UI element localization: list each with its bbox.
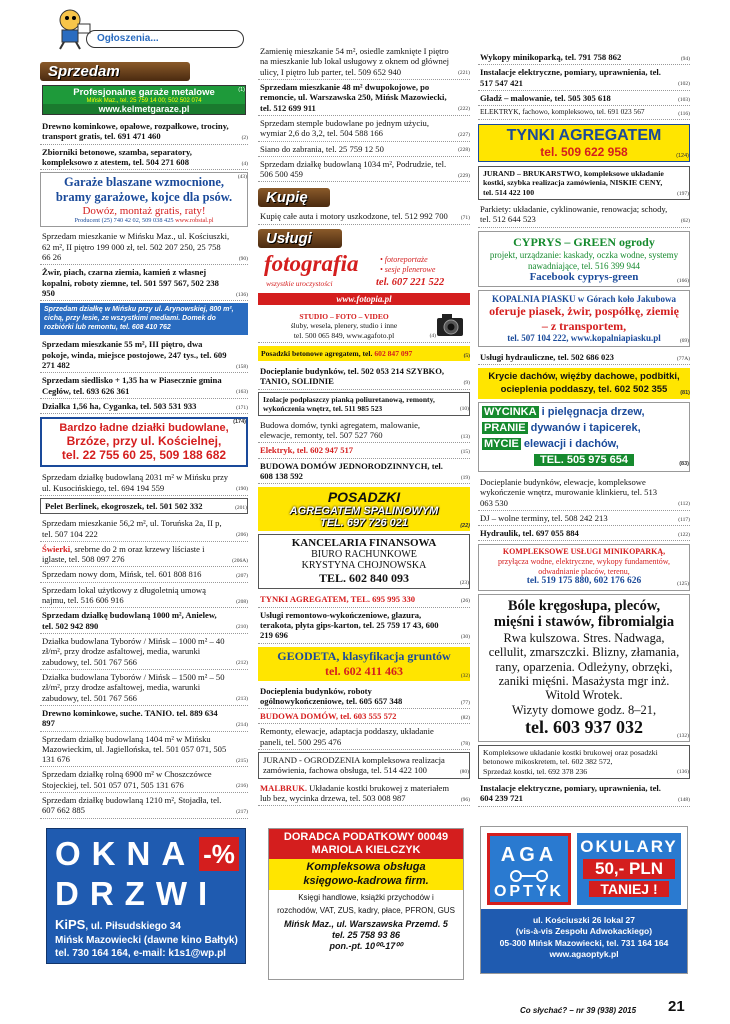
ad-number: (163) bbox=[236, 389, 248, 396]
ad-line: CYPRYS – GREEN ogrody bbox=[513, 234, 655, 249]
ad-dj bbox=[478, 511, 690, 526]
foto-title: fotografia bbox=[264, 250, 359, 276]
ad-zamienie bbox=[258, 44, 470, 80]
ad-line: ocieplenia poddaszy, tel. 602 502 355 bbox=[500, 383, 668, 395]
ad-number: (80) bbox=[459, 769, 469, 776]
ad-kostka bbox=[478, 745, 690, 779]
ad-elektryk bbox=[258, 443, 470, 458]
ad-keyword: MYCIE bbox=[484, 438, 519, 451]
doradca-slogan: Kompleksowa obsługa bbox=[306, 861, 426, 874]
ad-text: Sprzedam mieszkanie 48 m² dwupokojowe, po remoncie, ul. Warszawska 250, Mińsk Mazowiecki, tel. 512 699 911 bbox=[260, 81, 447, 113]
ad-number: (214) bbox=[236, 721, 248, 728]
foto-phone: tel. 607 221 522 bbox=[376, 276, 445, 288]
ad-hydraulik bbox=[478, 526, 690, 541]
studio-title: STUDIO – FOTO – VIDEO bbox=[299, 311, 389, 321]
okna-text: OKNA bbox=[55, 835, 197, 872]
ad-text: JURAND - OGRODZENIA kompleksowa realizacja zamówienia, fachowa obsługa, tel. 514 422 100 bbox=[263, 755, 445, 776]
ad-contact bbox=[41, 217, 247, 224]
ad-tyborow-1000 bbox=[40, 634, 248, 670]
page-number: 21 bbox=[668, 998, 685, 1015]
ad-cyprys bbox=[478, 231, 690, 288]
aga-taniej: TANIEJ ! bbox=[589, 881, 669, 897]
ad-phone: Producent (25) 740 42 02, 509 038 425 bbox=[74, 217, 174, 225]
ad-text: , srebrne do 2 m oraz krzewy liściaste i iglaste, tel. 508 097 276 bbox=[42, 543, 205, 565]
ad-text: Kompleksowe układanie kostki brukowej oraz posadzki betonowe mikoskretem, tel. 602 382 572, bbox=[483, 747, 658, 767]
ad-number: (158) bbox=[236, 363, 248, 370]
ad-dzialka-kusocinskiego bbox=[40, 470, 248, 496]
ad-zbiorniki bbox=[40, 145, 248, 171]
ad-text: Zbiorniki betonowe, szamba, separatory, kompleksowo z atestem, tel. 504 271 608 bbox=[42, 146, 192, 167]
ad-text: Wykopy minikoparką, tel. 791 758 862 bbox=[480, 52, 622, 62]
drzwi-text: DRZWI bbox=[55, 875, 219, 912]
ad-number: (222) bbox=[458, 106, 470, 113]
aga-address: ul. Kościuszki 26 lokal 27 bbox=[532, 915, 636, 925]
ad-minikoparka bbox=[478, 544, 690, 590]
ad-fotografia bbox=[258, 251, 470, 315]
ad-posadzki bbox=[258, 487, 470, 531]
ad-line: tel. 509 622 958 bbox=[540, 145, 628, 160]
ad-line: KOMPLEKSOWE USŁUGI MINIKOPARKĄ, bbox=[502, 547, 666, 557]
ad-number: (213) bbox=[236, 696, 248, 703]
ad-line: Bardzo ładne działki budowlane, bbox=[59, 422, 229, 435]
ad-dzialki-brzoze bbox=[40, 417, 248, 467]
ad-number: (201) bbox=[235, 504, 247, 511]
section-sprzedam: Sprzedam bbox=[40, 62, 190, 81]
ad-text: Sprzedam działkę budowlaną 1404 m² w Mińsku Mazowieckim, ul. Jagiellońska, tel. 501 057 071, 505 131 676 bbox=[42, 733, 227, 765]
ad-text: DJ – wolne terminy, tel. 508 242 213 bbox=[480, 512, 608, 523]
ad-elektryk-fachowo bbox=[478, 106, 690, 120]
section-uslugi: Usługi bbox=[258, 229, 342, 248]
ad-text: Sprzedam działkę budowlaną 1034 m², Podrudzie, tel. 506 500 459 bbox=[260, 158, 447, 180]
ad-text: BUDOWA DOMÓW JEDNORODZINNYCH, tel. 608 138 592 bbox=[260, 460, 443, 481]
ad-dzialka-cyganka bbox=[40, 399, 248, 414]
ad-line: oferuje piasek, żwir, pospółkę, ziemię – z transportem, bbox=[489, 304, 679, 333]
doradca-hours: pon.-pt. 10⁰⁰-17⁰⁰ bbox=[329, 940, 403, 951]
ad-kancelaria bbox=[258, 534, 470, 589]
ad-keyword: Świerki bbox=[42, 543, 71, 554]
ad-line: KOPALNIA PIASKU w Górach koło Jakubowa bbox=[491, 294, 677, 305]
ad-number: (90) bbox=[238, 255, 248, 262]
ad-budowa-domow bbox=[258, 418, 470, 444]
ad-text: Sprzedam działkę budowlaną 2031 m² w Mińsku przy ul. Kusocińskiego, tel. 694 194 559 bbox=[42, 472, 229, 493]
ad-number: (94) bbox=[680, 55, 690, 62]
ad-text: i pielęgnacja drzew, bbox=[538, 406, 645, 419]
ad-number: (77) bbox=[460, 699, 470, 706]
ad-text: TYNKI AGREGATEM, TEL. 695 995 330 bbox=[260, 594, 416, 605]
ad-number: (210) bbox=[236, 624, 248, 631]
ad-number: (207) bbox=[236, 573, 248, 580]
ad-number: (19) bbox=[460, 474, 470, 481]
ad-mieszkanie-55 bbox=[40, 337, 248, 373]
ad-mieszkanie bbox=[40, 229, 248, 265]
ad-line: mięśni i stawów, fibromialgia bbox=[493, 614, 675, 631]
ad-number: (229) bbox=[458, 172, 470, 179]
ad-number: (9) bbox=[463, 379, 470, 386]
ad-text: Sprzedam lokal użytkowy z długoletnią umową najmu, tel. 516 606 916 bbox=[42, 584, 206, 606]
ad-tyborow-1500 bbox=[40, 670, 248, 706]
ad-number: (117) bbox=[678, 516, 690, 523]
ad-text: Sprzedam siedlisko + 1,35 ha w Piasecznie gmina Cegłów, tel. 693 626 361 bbox=[42, 375, 222, 396]
ad-line: tel. 22 755 60 25, 509 188 682 bbox=[61, 448, 227, 463]
ad-garaze-blaszane bbox=[40, 172, 248, 227]
ad-number: (26) bbox=[460, 598, 470, 604]
ad-text: dywanów i tapicerek, bbox=[527, 422, 641, 435]
ad-number: (4) bbox=[241, 160, 248, 167]
doradca-name: MARIOLA KIELCZYK bbox=[311, 844, 421, 857]
ad-title: Profesjonalne garaże metalowe bbox=[73, 87, 215, 98]
ad-jagiellonska bbox=[40, 732, 248, 768]
ad-number: (206A) bbox=[232, 557, 248, 564]
ad-okna-drzwi bbox=[46, 828, 246, 964]
ad-text: BUDOWA DOMÓW, tel. 603 555 572 bbox=[260, 711, 397, 722]
foto-url[interactable]: www.fotopia.pl bbox=[258, 293, 470, 305]
glasses-icon bbox=[504, 869, 554, 881]
ad-text: Pelet Berlinek, ekogroszek, tel. 501 502 332 bbox=[45, 500, 203, 511]
ad-jurand-brukarstwo bbox=[478, 166, 690, 200]
aga-price: 50,- PLN bbox=[583, 859, 675, 879]
ad-number: (190) bbox=[236, 486, 248, 493]
ad-number: (215) bbox=[236, 757, 248, 764]
ad-number: (62) bbox=[680, 218, 690, 225]
foto-bullet: • sesje plenerowe bbox=[380, 264, 436, 274]
ad-izolacje bbox=[258, 392, 470, 416]
okna-contact bbox=[55, 917, 241, 960]
okna-brand: KiPS bbox=[55, 917, 86, 932]
ad-keyword: PRANIE bbox=[484, 422, 526, 435]
ad-text: Budowa domów, tynki agregatem, malowanie, elewacje, remonty, tel. 507 527 760 bbox=[260, 419, 421, 441]
ad-posadzki-betonowe bbox=[258, 346, 470, 361]
ad-number: (122) bbox=[678, 531, 690, 538]
studio-phone: tel. 500 065 849, www.agafoto.pl bbox=[293, 330, 395, 340]
ad-parkiety bbox=[478, 202, 690, 228]
okna-phone: tel. 730 164 164, e-mail: k1s1@wp.pl bbox=[55, 947, 226, 959]
ad-text: Żwir, piach, czarna ziemia, kamień z własnej kopalni, roboty ziemne, tel. 501 597 567, 502 238 950 bbox=[42, 267, 219, 298]
ad-text: Sprzedam mieszkanie 55 m², III piętro, dwa pokoje, winda, miejsce postojowe, 247 tys., tel. 609 271 482 bbox=[42, 339, 227, 370]
ad-malbruk bbox=[258, 781, 470, 807]
ad-number: (217) bbox=[236, 809, 248, 816]
ad-text: Remonty, elewacje, adaptacja poddaszy, układanie paneli, tel. 500 295 476 bbox=[260, 726, 434, 747]
ad-text: Posadzki betonowe agregatem, tel. bbox=[261, 348, 373, 358]
ad-zwir bbox=[40, 265, 248, 301]
ad-text: Docieplanie budynków, tel. 502 053 214 SZYBKO, TANIO, SOLIDNIE bbox=[260, 365, 445, 387]
okna-location: Mińsk Mazowiecki (dawne kino Bałtyk) bbox=[55, 934, 238, 946]
ad-number: (227) bbox=[458, 131, 470, 138]
ad-kupie-auta bbox=[258, 209, 470, 224]
aga-landmark: (vis-à-vis Zespołu Adwokackiego) bbox=[515, 926, 653, 937]
ad-siedlisko bbox=[40, 373, 248, 399]
aga-okulary: OKULARY bbox=[580, 837, 678, 856]
ad-number: (171) bbox=[236, 404, 248, 411]
ad-text: Sprzedam działkę budowlaną 1000 m², Anielew, tel. 502 942 890 bbox=[42, 610, 217, 631]
ad-number: (206) bbox=[236, 532, 248, 539]
ad-jurand-ogrodzenia bbox=[258, 752, 470, 779]
ad-wycinka bbox=[478, 402, 690, 472]
ad-stemple bbox=[258, 116, 470, 142]
ad-number: (13) bbox=[460, 433, 470, 440]
ad-number: (82) bbox=[460, 714, 470, 721]
ad-number: (116) bbox=[678, 110, 690, 117]
ad-studio-foto bbox=[258, 312, 470, 343]
ad-number: (5) bbox=[463, 352, 470, 359]
ad-budowa-domow-2 bbox=[258, 709, 470, 724]
ad-text: Sprzedam działkę rolną 6900 m² w Choszczówce Stojeckiej, tel. 501 057 071, 505 131 676 bbox=[42, 769, 212, 790]
ad-phone: TEL. 505 975 654 bbox=[534, 454, 634, 466]
doradca-services: Księgi handlowe, książki przychodów i rozchodów, VAT, ZUS, kadry, płace, PFRON, GUS bbox=[277, 892, 455, 915]
ad-text: Parkiety: układanie, cyklinowanie, renowacja; schody, tel. 512 644 523 bbox=[480, 204, 668, 225]
ad-stojadla bbox=[40, 793, 248, 819]
ad-gladz bbox=[478, 91, 690, 106]
ad-line: Rwa kulszowa. Stres. Nadwaga, cellulit, zmarszczki. Blizny, złamania, rany, oparzenia. Odleżyny, obrzęki, zaniki mięśni. Masażysta mgr inż. Witold Wrotek. bbox=[488, 630, 680, 703]
ad-number: (2) bbox=[241, 135, 248, 142]
studio-text: śluby, wesela, plenery, studio i inne bbox=[290, 321, 398, 331]
ad-number: (23) bbox=[459, 580, 469, 587]
ad-number: (174) bbox=[233, 419, 246, 426]
ad-number: (43) bbox=[237, 174, 247, 181]
ad-text: Usługi hydrauliczne, tel. 502 686 023 bbox=[480, 352, 614, 363]
ad-line: Facebook cyprys-green bbox=[529, 271, 639, 284]
ad-line: BIURO RACHUNKOWE bbox=[311, 549, 417, 561]
ad-number: (124) bbox=[676, 153, 689, 160]
ad-podrudzie bbox=[258, 157, 470, 183]
ad-garaze-metal bbox=[42, 85, 246, 115]
ad-text: Działka 1,56 ha, Cyganka, tel. 503 531 933 bbox=[42, 400, 197, 411]
ad-number: (81) bbox=[680, 390, 690, 397]
aga-phone: 05-300 Mińsk Mazowiecki, tel. 731 164 164 bbox=[499, 937, 669, 948]
ad-line: AGREGATEM SPALINOWYM bbox=[289, 505, 439, 518]
ad-text: Siano do zabrania, tel. 25 759 12 50 bbox=[260, 143, 384, 154]
ad-hydrauliczne bbox=[478, 350, 690, 365]
ad-text: Instalacje elektryczne, pomiary, uprawnienia, tel. 517 547 421 bbox=[480, 67, 661, 88]
ad-line: Bóle kręgosłupa, pleców, bbox=[507, 597, 661, 614]
section-kupie: Kupię bbox=[258, 188, 330, 207]
ad-line: tel. 602 411 463 bbox=[325, 663, 403, 678]
footer-issue: Co słychać? – nr 39 (938) 2015 bbox=[520, 1006, 637, 1015]
ad-keyword: WYCINKA bbox=[484, 406, 537, 419]
ad-text: Układanie kostki brukowej z materiałem lub bez, wycinka drzewa, tel. 503 008 987 bbox=[260, 782, 450, 804]
ad-docieplenia bbox=[258, 684, 470, 710]
ad-number: (96) bbox=[460, 796, 470, 803]
ad-swierki bbox=[40, 542, 248, 568]
ad-number: (103) bbox=[678, 96, 690, 103]
ad-geodeta bbox=[258, 647, 470, 681]
foto-bullet: • fotoreportaże bbox=[380, 254, 428, 264]
ad-text: Drewno kominkowe, suche. TANIO. tel. 889 634 897 bbox=[42, 707, 218, 729]
doradca-phone: tel. 25 758 93 86 bbox=[331, 930, 401, 941]
ad-number: (83) bbox=[679, 460, 689, 467]
ad-line: Brzóze, przy ul. Kościelnej, bbox=[66, 434, 222, 449]
ad-drewno-suche bbox=[40, 706, 248, 732]
ad-drewno bbox=[40, 119, 248, 145]
ad-number: (125) bbox=[677, 581, 689, 588]
ad-number: (77A) bbox=[676, 355, 690, 362]
ad-line: KRYSTYNA CHOJNOWSKA bbox=[301, 560, 427, 572]
ad-number: (216) bbox=[236, 783, 248, 790]
ad-number: (69) bbox=[679, 338, 689, 345]
ad-number: (228) bbox=[458, 147, 470, 154]
okna-address: , ul. Piłsudskiego 34 bbox=[85, 921, 181, 932]
ad-tynki-agregatem bbox=[258, 592, 470, 607]
doradca-title: DORADCA PODATKOWY 00049 bbox=[283, 831, 449, 843]
ad-line: Garaże blaszane wzmocnione, bbox=[63, 175, 225, 190]
ad-text: Izolacje podpłaszczy pianką poliuretanową, remonty, wykończenia wnętrz, tel. 511 985 523 bbox=[263, 394, 435, 413]
ad-number: (10) bbox=[459, 406, 469, 413]
ad-dom bbox=[40, 567, 248, 582]
ad-text: Kupię całe auta i motory uszkodzone, tel. 512 992 700 bbox=[260, 211, 448, 222]
ad-number: (4) bbox=[429, 333, 436, 339]
ad-docieplanie-klinkier bbox=[478, 475, 690, 511]
ad-number: (166) bbox=[677, 278, 689, 285]
ad-number: (32) bbox=[460, 672, 470, 679]
ad-aga-optyk bbox=[480, 826, 688, 974]
ad-text: Sprzedam mieszkanie 56,2 m², ul. Toruńska 2a, II p, tel. 507 104 222 bbox=[42, 518, 222, 539]
ad-number: (148) bbox=[678, 796, 690, 803]
ad-text: Docieplenia budynków, roboty ogólnowykończeniowe, tel. 605 657 348 bbox=[260, 685, 403, 706]
camera-icon bbox=[436, 312, 464, 338]
ad-text: Drewno kominkowe, opałowe, rozpałkowe, trociny, transport gratis, tel. 691 471 460 bbox=[42, 121, 229, 142]
ad-text: Usługi remontowo-wykończeniowe, glazura, terakota, płyta gips-karton, tel. 25 759 17 43, 600 219 696 bbox=[260, 609, 439, 641]
ad-pelet bbox=[40, 498, 248, 514]
ad-krycie-dachow bbox=[478, 368, 690, 399]
ad-url[interactable]: www.kelmetgaraze.pl bbox=[43, 104, 245, 114]
ad-text: Sprzedaż kostki, tel. 692 378 236 bbox=[483, 766, 588, 776]
ad-number: (22) bbox=[460, 523, 470, 530]
ad-lokal bbox=[40, 583, 248, 609]
ad-text: Hydraulik, tel. 697 055 884 bbox=[480, 528, 579, 539]
ad-text: ELEKTRYK, fachowo, kompleksowo, tel. 691 023 567 bbox=[480, 107, 645, 117]
ad-text: Sprzedam stemple budowlane po jednym użyciu, wymiar 2,6 do 3,2, tel. 504 588 166 bbox=[260, 117, 429, 139]
ad-line: KANCELARIA FINANSOWA bbox=[291, 537, 437, 550]
ad-remonty bbox=[258, 724, 470, 750]
ad-torunska bbox=[40, 516, 248, 542]
aga-logo: AGA bbox=[500, 844, 558, 866]
ad-text: Sprzedam nowy dom, Mińsk, tel. 601 808 816 bbox=[42, 569, 202, 580]
ad-line: tel. 519 175 880, 602 176 626 bbox=[526, 576, 642, 587]
header-label: Ogłoszenia... bbox=[86, 30, 244, 48]
ad-line: Krycie dachów, więźby dachowe, podbitki, bbox=[488, 371, 680, 383]
foto-subtitle: wszystkie uroczystości bbox=[266, 278, 333, 288]
ad-line: tel. 507 104 222, www.kopalniapiasku.pl bbox=[507, 333, 661, 344]
ad-text: Działka budowlana Tyborów / Mińsk – 1000 m² – 40 zł/m², przy drodze asfaltowej, media, warunki zabudowy, tel. 501 767 566 bbox=[42, 636, 225, 667]
ad-keyword: MALBRUK. bbox=[260, 782, 308, 793]
ad-number: (102) bbox=[678, 81, 690, 88]
ad-text: elewacji i dachów, bbox=[520, 438, 619, 451]
ad-number: (71) bbox=[460, 215, 470, 222]
ad-number: (15) bbox=[460, 449, 470, 456]
ad-text: Gładź – malowanie, tel. 505 305 618 bbox=[480, 92, 611, 103]
ad-wykopy bbox=[478, 50, 690, 65]
ad-instalacje-2 bbox=[478, 781, 690, 807]
ad-number: (197) bbox=[677, 190, 689, 197]
aga-url[interactable]: www.agaoptyk.pl bbox=[549, 949, 619, 960]
ad-number: (30) bbox=[460, 633, 470, 640]
ad-url[interactable]: www.robstal.pl bbox=[175, 217, 214, 225]
ad-number: (136) bbox=[677, 769, 689, 776]
ad-text: Sprzedam działkę budowlaną 1210 m², Stojadła, tel. 607 662 885 bbox=[42, 795, 222, 816]
ad-line: projekt, urządzanie: kaskady, oczka wodne, systemy nawadniające, tel. 516 399 944 bbox=[489, 249, 679, 271]
aga-optyk: OPTYK bbox=[493, 883, 565, 900]
mascot-icon bbox=[50, 6, 92, 50]
ad-warszawska bbox=[258, 80, 470, 116]
ad-line: POSADZKI bbox=[327, 489, 401, 506]
doradca-address: Mińsk Maz., ul. Warszawska Przemd. 5 bbox=[284, 919, 448, 930]
ad-anielew bbox=[40, 608, 248, 634]
ad-text: Sprzedam mieszkanie w Mińsku Maz., ul. Kościuszki, 62 m², II piętro 199 000 zł, tel. 502 207 250, 25 758 66 26 bbox=[42, 231, 230, 262]
ad-number: (78) bbox=[460, 740, 470, 747]
doradca-watermark: NOTATKA bbox=[316, 958, 416, 978]
ad-number: (112) bbox=[678, 501, 690, 508]
ad-dzialka-arynowska: Sprzedam działkę w Mińsku przy ul. Arynowskiej, 800 m², cichą, przy lesie, ze wszystkimi mediami. Domek do rozbiórki lub remontu, tel. 608 410 762 bbox=[40, 303, 248, 335]
ad-phone: 602 847 097 bbox=[374, 348, 413, 358]
ad-line: bramy garażowe, kojce dla psów. bbox=[55, 190, 233, 205]
ad-remontowe bbox=[258, 608, 470, 644]
doradca-slogan: księgowo-kadrowa firm. bbox=[303, 874, 429, 887]
ad-line: przyłącza wodne, elektryczne, wykopy fundamentów, odwadnianie placów, terenu, bbox=[497, 557, 671, 576]
ad-doradca-podatkowy bbox=[268, 828, 464, 980]
ad-number: (208) bbox=[236, 598, 248, 605]
ad-bole bbox=[478, 594, 690, 742]
ad-line: Dowóz, montaż gratis, raty! bbox=[82, 205, 206, 218]
ad-text: JURAND – BRUKARSTWO, kompleksowe układanie kostki, szybka realizacja zamówienia, NISKIE CENY, tel. 514 422 100 bbox=[483, 169, 664, 197]
ad-number: (212) bbox=[236, 660, 248, 667]
ad-text: Docieplanie budynków, elewacje, kompleksowe wykończenie wnętrz, murowanie klinkieru, tel. 513 063 530 bbox=[480, 476, 658, 508]
ad-docieplanie bbox=[258, 364, 470, 390]
ad-line: tel. 603 937 032 bbox=[525, 717, 643, 738]
ad-text: Działka budowlana Tyborów / Mińsk – 1500 m² – 50 zł/m², przy drodze asfaltowej, media, warunki zabudowy, tel. 501 767 566 bbox=[42, 671, 225, 703]
ad-number: (136) bbox=[236, 291, 248, 298]
ad-text: Elektryk, tel. 602 947 517 bbox=[260, 445, 354, 456]
ad-phone: Mińsk Maz., tel. 25 759 14 00; 502 502 074 bbox=[86, 98, 202, 104]
ad-choszczowka bbox=[40, 767, 248, 793]
ad-number: (221) bbox=[458, 70, 470, 77]
percent-badge: -% bbox=[199, 837, 239, 871]
ad-line: TEL. 697 726 021 bbox=[319, 517, 409, 530]
ad-line: TYNKI AGREGATEM bbox=[506, 127, 662, 145]
ad-line: Wizyty domowe godz. 8–21, bbox=[511, 702, 657, 717]
ad-text: Instalacje elektryczne, pomiary, uprawnienia, tel. 604 239 721 bbox=[480, 782, 661, 804]
ad-number: (1) bbox=[238, 87, 245, 93]
ad-line: TEL. 602 840 093 bbox=[318, 571, 409, 586]
ad-kopalnia-piasku bbox=[478, 290, 690, 347]
ad-text: Zamienię mieszkanie 54 m², osiedle zamknięte I piętro na mieszkanie lub lokal usługowy z oknem od głównej ulicy, I piętro lub parter, tel. 509 652 940 bbox=[260, 46, 450, 77]
ad-instalacje bbox=[478, 65, 690, 91]
ad-number: (132) bbox=[677, 732, 689, 739]
ad-budowa-jednorodzinnych bbox=[258, 459, 470, 485]
ad-line: GEODETA, klasyfikacja gruntów bbox=[277, 648, 451, 663]
ad-siano bbox=[258, 142, 470, 157]
ad-tynki bbox=[478, 124, 690, 162]
